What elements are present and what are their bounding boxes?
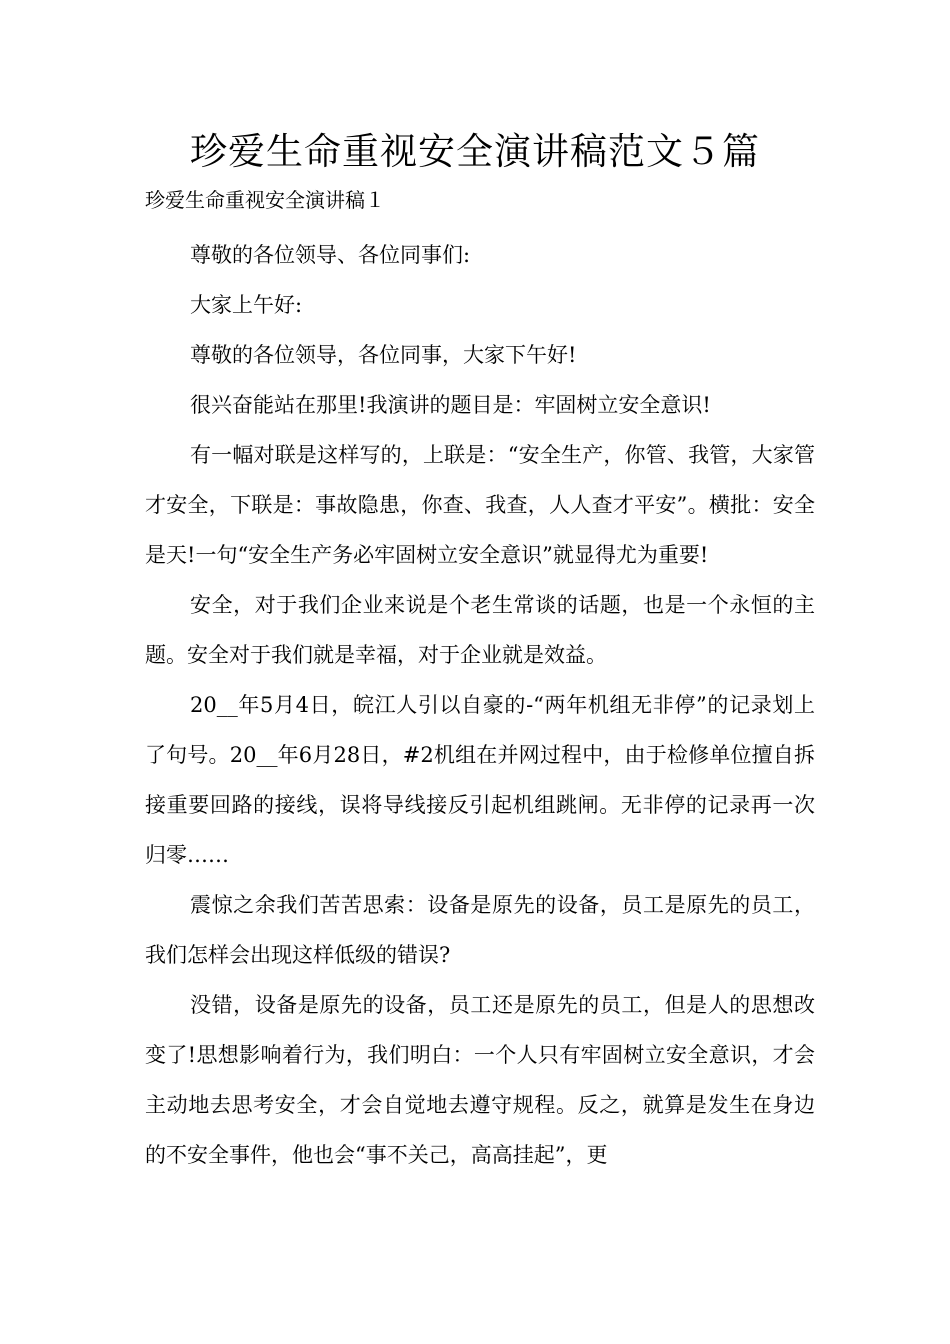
document-body — [145, 230, 815, 1180]
paragraph: 震惊之余我们苦苦思索：设备是原先的设备，员工是原先的员工，我们怎样会出现这样低级的错误? — [145, 893, 815, 967]
paragraph: 20__年5月4日，皖江人引以自豪的-“两年机组无非停”的记录划上了句号。20__年6月28日，#2机组在并网过程中，由于检修单位擅自拆接重要回路的接线，误将导线接反引起机组跳闸。无非停的记录再一次归零…… — [145, 693, 815, 867]
document-subtitle: 珍爱生命重视安全演讲稿１ — [145, 188, 385, 212]
paragraph: 安全，对于我们企业来说是个老生常谈的话题，也是一个永恒的主题。安全对于我们就是幸福，对于企业就是效益。 — [145, 593, 815, 667]
paragraph: 有一幅对联是这样写的，上联是：“安全生产，你管、我管，大家管才安全，下联是：事故隐患，你查、我查，人人查才平安”。横批：安全是天!一句“安全生产务必牢固树立安全意识”就显得尤为重要! — [145, 443, 815, 567]
paragraph: 尊敬的各位领导，各位同事，大家下午好! — [190, 343, 577, 367]
paragraph: 很兴奋能站在那里!我演讲的题目是：牢固树立安全意识! — [190, 393, 711, 417]
document-title: 珍爱生命重视安全演讲稿范文５篇 — [190, 130, 760, 173]
paragraph: 没错，设备是原先的设备，员工还是原先的员工，但是人的思想改变了!思想影响着行为，我们明白：一个人只有牢固树立安全意识，才会主动地去思考安全，才会自觉地去遵守规程。反之，就算是发生在身边的不安全事件，他也会“事不关己，高高挂起”，更 — [145, 993, 815, 1167]
paragraph: 大家上午好: — [190, 293, 303, 317]
paragraph: 尊敬的各位领导、各位同事们: — [190, 243, 471, 267]
